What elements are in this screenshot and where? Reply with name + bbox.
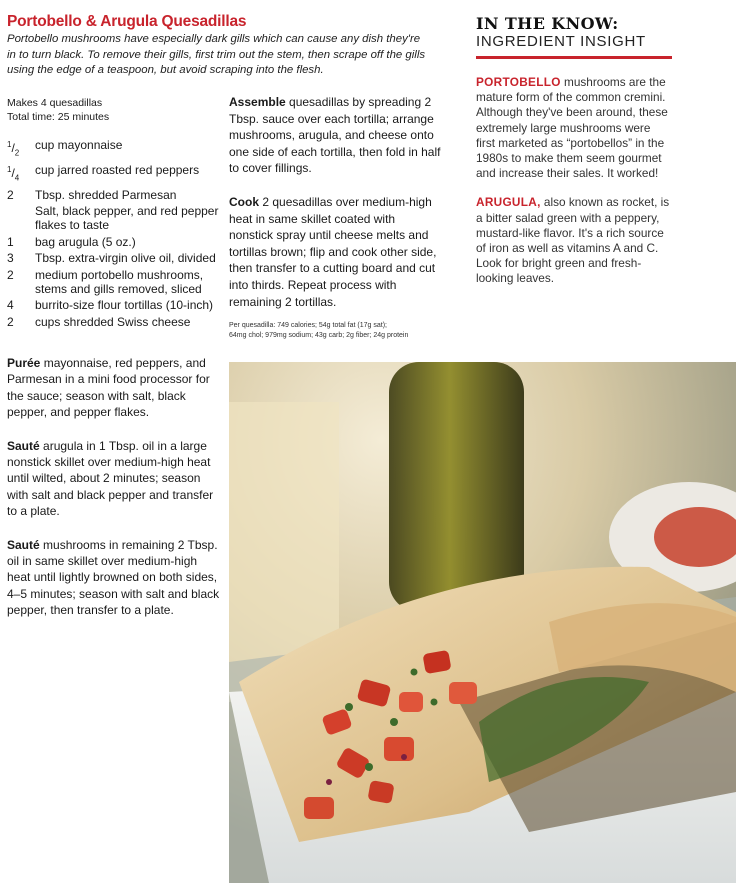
ingredient-list — [7, 138, 222, 331]
total-time: Total time: 25 minutes — [7, 110, 110, 123]
step-text: quesadillas by spreading 2 Tbsp. sauce over each tortilla; arrange mushrooms, arugula, and cheese onto one side of each tortilla, then fold in half to cover fillings. — [229, 95, 441, 176]
step-verb: Sauté — [7, 438, 40, 453]
steps-column-middle — [229, 94, 441, 340]
step-text: mushrooms in remaining 2 Tbsp. oil in same skillet over medium-high heat until lightly browned on both sides, 4–5 minutes; season with salt and black pepper, then transfer to a plate. — [7, 537, 220, 618]
servings: Makes 4 quesadillas — [7, 97, 103, 109]
bottle-shape — [389, 362, 524, 612]
ingredient-item — [7, 251, 222, 265]
insight-term: PORTOBELLO — [476, 75, 561, 89]
ingredient-amount: 1 — [7, 234, 14, 249]
ingredient-item — [7, 163, 222, 185]
sidebar-heading: IN THE KNOW: — [476, 14, 619, 33]
recipe-step — [229, 94, 441, 177]
nutrition-info — [229, 321, 441, 340]
nutrition-line: Per quesadilla: 749 calories; 54g total fat (17g sat); — [229, 322, 387, 330]
ingredient-desc: Salt, black pepper, and red pepper flakes to taste — [35, 204, 219, 233]
ingredient-amount: $^1/_2$ — [7, 140, 20, 158]
ingredient-item — [7, 138, 222, 160]
ingredient-amount: $^1/_4$ — [7, 164, 20, 183]
step-verb: Assemble — [229, 95, 286, 109]
ingredient-amount: 2 — [7, 187, 14, 202]
step-verb: Cook — [229, 194, 259, 209]
ingredient-amount: 2 — [7, 314, 14, 329]
sidebar-rule — [476, 56, 672, 59]
recipe-step — [7, 537, 222, 619]
ingredient-desc: bag arugula (5 oz.) — [35, 234, 136, 249]
recipe-intro: Portobello mushrooms have especially dark gills which can cause any dish they're in to turn black. To remove their gills, first trim out the stem, then scrape off the gills using the edge of a teaspoon, but avoid scraping into the flesh. — [7, 33, 426, 76]
nutrition-line: 64mg chol; 979mg sodium; 43g carb; 2g fiber; 24g protein — [229, 331, 409, 339]
step-text: arugula in 1 Tbsp. oil in a large nonstick skillet over medium-high heat until wilted, about 2 minutes; season with salt and black pepper and transfer to a plate. — [7, 438, 214, 519]
ingredient-desc: Tbsp. extra-virgin olive oil, divided — [35, 251, 216, 266]
quesadilla-illustration — [229, 362, 736, 883]
ingredient-desc: cups shredded Swiss cheese — [35, 314, 191, 329]
insight-term: ARUGULA, — [476, 195, 541, 210]
insight-arugula — [476, 195, 672, 286]
step-verb: Purée — [7, 356, 41, 370]
ingredient-item — [7, 298, 222, 312]
insight-text: mushrooms are the mature form of the common cremini. Although they've been around, these extremely large mushrooms were first marketed as “portobellos” in the 1980s to make them seem gourmet and increase their sales. It worked! — [476, 75, 668, 181]
ingredient-amount — [7, 204, 35, 232]
ingredient-desc: burrito-size flour tortillas (10-inch) — [35, 298, 214, 313]
ingredient-insight-sidebar — [476, 14, 676, 287]
recipe-step — [7, 438, 222, 520]
ingredient-desc: medium portobello mushrooms, stems and gills removed, sliced — [35, 267, 204, 296]
ingredient-amount: 3 — [7, 251, 14, 266]
quesadilla-photo — [229, 362, 736, 883]
step-text: mayonnaise, red peppers, and Parmesan in a mini food processor for the sauce; season with salt, black pepper, and pepper flakes. — [7, 356, 210, 420]
ingredient-desc: cup jarred roasted red peppers — [35, 162, 200, 177]
ingredient-desc: Tbsp. shredded Parmesan — [35, 187, 177, 202]
ingredient-item — [7, 235, 222, 249]
ingredient-item — [7, 188, 222, 202]
insight-portobello — [476, 75, 672, 181]
recipe-step — [229, 194, 441, 310]
ingredient-amount: 4 — [7, 298, 14, 313]
recipe-yield — [7, 97, 109, 124]
ingredient-desc: cup mayonnaise — [35, 138, 123, 152]
recipe-step — [7, 355, 222, 421]
ingredient-item — [7, 204, 222, 232]
steps-column-left — [7, 355, 222, 636]
step-verb: Sauté — [7, 537, 40, 552]
recipe-title: Portobello & Arugula Quesadillas — [7, 13, 247, 30]
ingredient-amount: 2 — [7, 267, 14, 282]
sidebar-subheading: INGREDIENT INSIGHT — [476, 33, 646, 50]
ingredient-item — [7, 268, 222, 296]
ingredient-item — [7, 315, 222, 329]
step-text: 2 quesadillas over medium-high heat in same skillet coated with nonstick spray until cheese melts and tortillas brown; flip and cook other side, then transfer to a cutting board and cut into thirds. Repeat process with remaining 2 tortillas. — [229, 194, 437, 309]
insight-text: also known as rocket, is a bitter salad green with a peppery, mustard-like flavor. It's a rich source of iron as well as vitamins A and C. Look for bright green and fresh-looking leaves. — [476, 195, 670, 286]
